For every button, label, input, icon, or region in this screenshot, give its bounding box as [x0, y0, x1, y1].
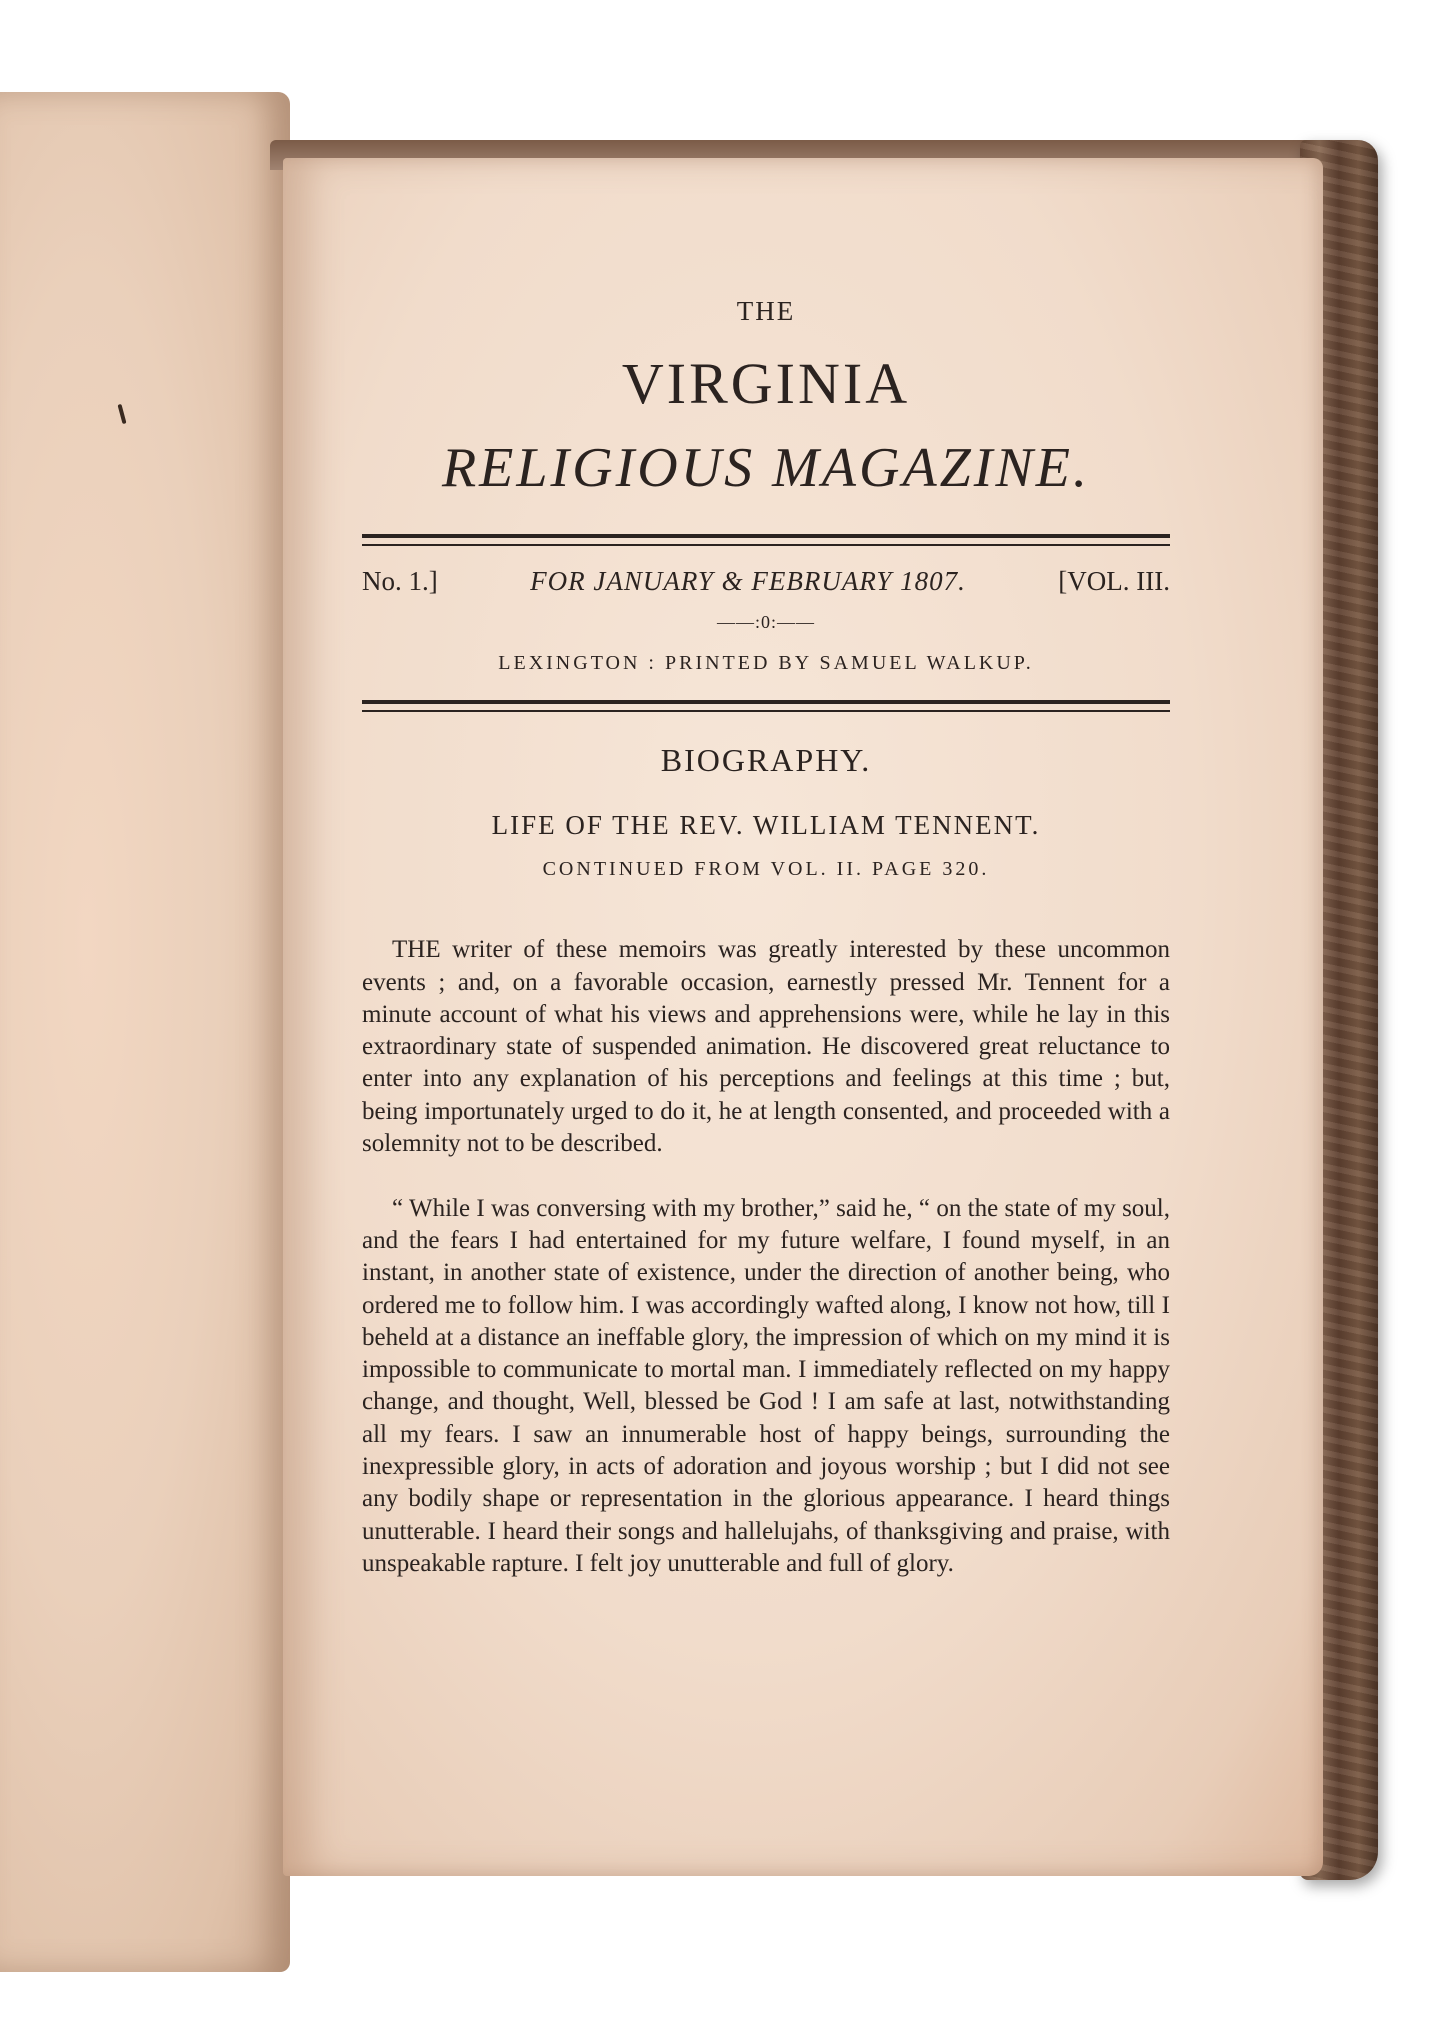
- continued-note: CONTINUED FROM VOL. II. PAGE 320.: [542, 858, 990, 880]
- article-body: [362, 902, 1170, 1613]
- masthead-the: THE: [736, 296, 796, 326]
- double-rule-top: [362, 534, 1170, 546]
- double-rule-bottom: [362, 700, 1170, 712]
- masthead-religious-magazine: RELIGIOUS MAGAZINE.: [441, 437, 1091, 499]
- masthead-virginia: VIRGINIA: [621, 351, 911, 416]
- section-heading: BIOGRAPHY.: [660, 742, 872, 778]
- ornament-divider: ——:0:——: [716, 612, 815, 632]
- article-title: LIFE OF THE REV. WILLIAM TENNENT.: [491, 810, 1041, 840]
- printed-text-block: [362, 288, 1170, 1613]
- issue-date: FOR JANUARY & FEBRUARY 1807.: [530, 566, 966, 596]
- issue-number: No. 1.]: [362, 566, 438, 596]
- issue-volume: [VOL. III.: [1058, 566, 1170, 596]
- body-paragraph: “ While I was conversing with my brother,” said he, “ on the state of my soul, and the fears I had entertained for my future welfare, I found myself, in an instant, in another state of existence, under the direction of another being, who ordered me to follow him. I was accordingly wafted along, I know not how, till I beheld at a distance an ineffable glory, the impression of which on my mind it is impossible to communicate to mortal man. I immediately reflected on my happy change, and thought, Well, blessed be God ! I am safe at last, notwithstanding all my fears. I saw an innumerable host of happy beings, surrounding the inexpressible glory, in acts of adoration and joyous worship ; but I did not see any bodily shape or representation in the glorious appearance. I heard things unutterable. I heard their songs and hallelujahs, of thanksgiving and praise, with unspeakable rapture. I felt joy unutterable and full of glory.: [362, 1194, 1170, 1577]
- facing-blank-page: [0, 92, 290, 1972]
- ink-mark: [117, 404, 126, 424]
- imprint-line: LEXINGTON : PRINTED BY SAMUEL WALKUP.: [498, 652, 1034, 674]
- body-paragraph: THE writer of these memoirs was greatly interested by these uncommon events ; and, on a favorable occasion, earnestly pressed Mr. Tennent for a minute account of what his views and apprehensions were, while he lay in this extraordinary state of suspended animation. He discovered great reluctance to enter into any explanation of his perceptions and feelings at this time ; but, being importunately urged to do it, he at length consented, and proceeded with a solemnity not to be described.: [362, 936, 1170, 1158]
- issue-line: [362, 566, 1170, 606]
